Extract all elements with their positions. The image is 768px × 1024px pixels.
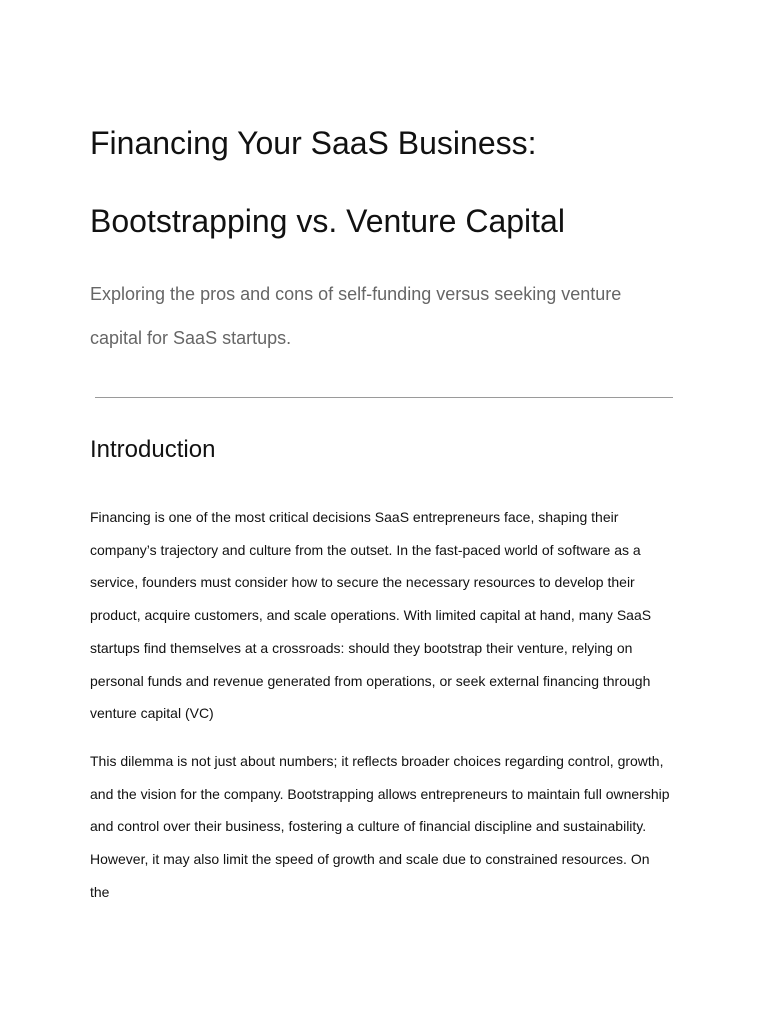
article-subtitle: Exploring the pros and cons of self-funding versus seeking venture capital for SaaS startups. xyxy=(90,284,622,348)
paragraph: Financing is one of the most critical decisions SaaS entrepreneurs face, shaping their company’s trajectory and culture from the outset. In the fast-paced world of software as a service, founders must consider how to secure the necessary resources to develop their product, acquire customers, and scale operations. With limited capital at hand, many SaaS startups find themselves at a crossroads: should they bootstrap their venture, relying on personal funds and revenue generated from operations, or seek external financing through venture capital (VC) xyxy=(90,509,652,722)
paragraph: This dilemma is not just about numbers; it reflects broader choices regarding control, growth, and the vision for the company. Bootstrapping allows entrepreneurs to maintain full ownership and control over their business, fostering a culture of financial discipline and sustainability. However, it may also limit the speed of growth and scale due to constrained resources. On the xyxy=(90,753,670,900)
section-heading-introduction: Introduction xyxy=(90,436,216,463)
section-divider xyxy=(95,397,673,398)
article-title xyxy=(90,104,710,260)
article-title-line-1: Financing Your SaaS Business: xyxy=(90,125,537,161)
article-title-line-2: Bootstrapping vs. Venture Capital xyxy=(90,203,565,239)
